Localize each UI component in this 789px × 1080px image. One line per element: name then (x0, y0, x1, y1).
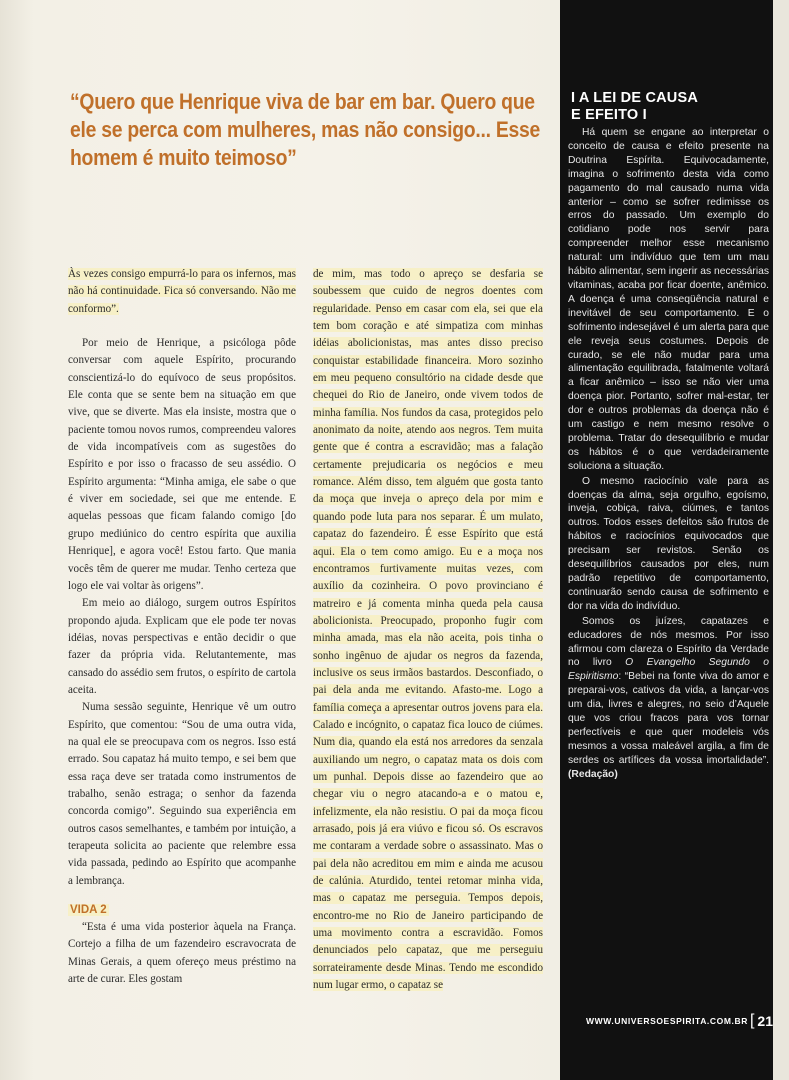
sidebar-paragraph: Há quem se engane ao interpretar o conceito de causa e efeito presente na Doutrina Espírita. Equivocadamente, imagina o sofrimento desta vida como pagamento do mal causado numa vida anterior – como se sofrer redimisse os erros do passado. Um exemplo do cotidiano pode nos servir para compreender melhor esse mecanismo natural: um indivíduo que tem um mau hábito alimentar, sem ingerir as necessárias vitaminas, acaba por ficar doente, anêmico. A doença é uma conseqüência natural e inevitável de seu comportamento. E o sofrimento indesejável é um alerta para que ele reveja seus costumes. Depois de curado, se ele não mudar para uma alimentação equilibrada, fatalmente voltará a ficar anêmico – isso se não vier uma doença pior. Portanto, sofrer mal-estar, ter dor e outros problemas da doença não é um castigo e nem mesmo resolve o problema. Tratar do desequilíbrio e mudar os hábitos é o que verdadeiramente soluciona a situação. (568, 127, 769, 472)
paragraph (68, 266, 296, 318)
section-title: VIDA 2 (70, 904, 107, 917)
paragraph: Por meio de Henrique, a psicóloga pôde conversar com aquele Espírito, procurando conscientizá-lo do equívoco de seus propósitos. Ele conta que se sente bem na situação em que vive, que se diverte. Mas ela insiste, mostra que o paciente tomou novos rumos, compreendeu valores de vida incompatíveis com as sugestões do Espírito e por isso o fracasso de seu assédio. O Espírito argumenta: “Minha amiga, ele sabe o que é viver em sociedade, sei que me entende. E aquelas pessoas que ficam falando comigo [do grupo mediúnico do centro espírita que auxilia Henrique], e agora você! Estou farto. Que mania vocês têm de querer me mudar. Tenho certeza que logo ele vai voltar às origens”. (68, 337, 296, 592)
pull-quote: “Quero que Henrique viva de bar em bar. Quero que ele se perca com mulheres, mas não consigo... Esse homem é muito teimoso” (70, 89, 541, 170)
paragraph (313, 266, 543, 994)
page-edge (773, 0, 789, 1080)
page-number-bracket: [ (749, 1012, 755, 1029)
paragraph: Numa sessão seguinte, Henrique vê um outro Espírito, que comentou: “Sou de uma outra vida, na qual ele se preocupava com os negros. Isso está errado. Sou capataz há muito tempo, e sei bem que essa raça deve ser tratada como instrumentos de trabalho, senão estraga; o senhor da fazenda concorda comigo”. Seguindo sua experiência em outros casos semelhantes, e também por intuição, a terapeuta solicita ao paciente que relembre essa vida passada, pedindo ao Espírito que acompanhe a lembrança. (68, 701, 296, 887)
page-number: 21 (757, 1013, 773, 1029)
sidebar-paragraph: Somos os juízes, capatazes e educadores de nós mesmos. Por isso afirmou com clareza o Espírito da Verdade no livro O Evangelho Segundo o Espiritismo: “Bebei na fonte viva do amor e preparai-vos, cativos da vida, a lançar-vos um dia, livres e alegres, no seio d’Aquele que vos criou fracos para vos tornar perfectíveis e que quer modeleis vós mesmos a vossa maleável argila, a fim de serdes os artífices da vossa imortalidade”. (Redação) (568, 615, 769, 780)
book-title: O Evangelho Segundo o Espiritismo (568, 657, 769, 683)
credit: (Redação) (568, 768, 618, 780)
paragraph: “Esta é uma vida posterior àquela na França. Cortejo a filha de um fazendeiro escravocrata de Minas Gerais, a quem ofereço meus préstimo na arte de curar. Eles gostam (68, 921, 296, 986)
sidebar-title-line: E EFEITO I (571, 107, 647, 123)
sidebar-text (568, 126, 769, 782)
paragraph: Em meio ao diálogo, surgem outros Espíritos propondo ajuda. Explicam que ele pode ter novas idéias, novas perspectivas e então decidir o que fazer da própria vida. Relutantemente, mas cansado do assédio sem frutos, o espírito de cartola aceita. (68, 597, 296, 696)
article-column-middle (313, 266, 543, 994)
article-column-left (68, 266, 296, 988)
sidebar-title-line: I A LEI DE CAUSA (571, 90, 698, 106)
highlighted-text: de mim, mas todo o apreço se desfaria se soubessem que cuido de negros doentes com regularidade. Penso em casar com ela, sei que ela tem bom coração e até simpatiza com minhas idéias abolicionistas, mas antes disso preciso conquistar estabilidade financeira. Moro sozinho em meu pequeno consultório na cidade desde que chequei do Rio de Janeiro, onde vivem todos de minha família. Nos fundos da casa, protegidos pelo anonimato da noite, atendo aos negros. Tem muita gente que é contra a escravidão; mas a falação certamente prejudicaria os negócios e meu romance. Além disso, tem alguém que gosta tanto da moça que inveja o apreço dela por mim e quando pode luta para nos separar. É um mulato, capataz do fazendeiro. É esse Espírito que está aqui. Ela o tem como amigo. Eu e a moça nos encontramos furtivamente muitas vezes, com auxílio da cozinheira. O povo provinciano é matreiro e já comenta minha queda pela causa abolicionista. Preocupado, proponho fugir com minha amada, mas ela não aceita, pois tinha o sonho ingênuo de ajudar os negros da fazenda, inclusive os seus irmãos bastardos. Desconfiado, o pai dela anda me evitando. Afasto-me. Logo a família começa a apresentar outros jovens para ela. Calado e incógnito, o capataz fica louco de ciúmes. Num dia, quando ela está nos arredores da senzala auxiliando um negro, o capataz mata os dois com um punhal. Depois disse ao fazendeiro que ao chegar viu o negro atacando-a e o matou e, infelizmente, ela não resistiu. O pai da moça ficou arrasado, pois já era viúvo e ficou só. Os escravos me contaram a verdade sobre o assassinato. Mas o pai dela não acreditou em mim e ainda me acusou de calúnia. Aturdido, tentei retomar minha vida, mas o capataz me perseguia. Tempos depois, encontro-me no Rio de Janeiro participando de uma movimento contra a escravidão. Fomos denunciados pelo capataz, que me perseguiu sorrateiramente desde Minas. Tendo me escondido num lugar ermo, o capataz se (313, 268, 543, 992)
sidebar-title (571, 90, 698, 124)
page-footer (560, 1012, 773, 1030)
sidebar-paragraph: O mesmo raciocínio vale para as doenças da alma, seja orgulho, egoísmo, inveja, cobiça, raiva, ciúmes, e tantos outros. Todos esses defeitos são frutos de hábitos e raciocínios equivocados que precisam ser revistos. Senão os desequilíbrios causados por eles, num padrão repetitivo de comportamento, continuarão sendo causa de sofrimento e dor na vida do indivíduo. (568, 475, 769, 612)
highlighted-text: Às vezes consigo empurrá-lo para os infernos, mas não há continuidade. Fica só conversando. Não me conformo”. (68, 268, 296, 315)
website-link[interactable]: WWW.UNIVERSOESPIRITA.COM.BR (586, 1016, 748, 1026)
